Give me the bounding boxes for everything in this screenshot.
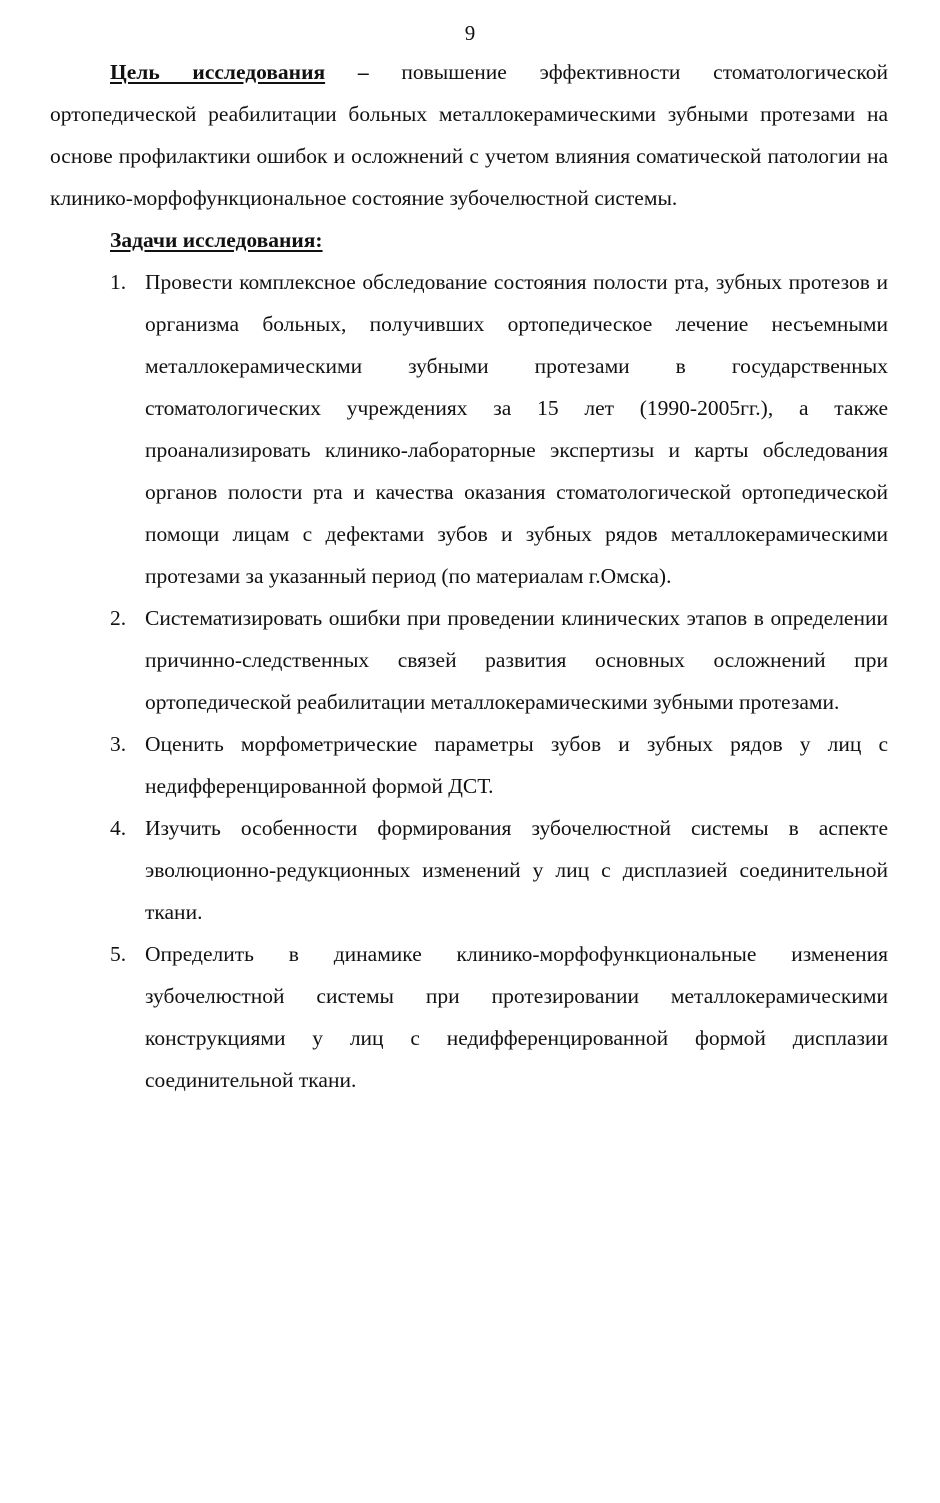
research-goal-paragraph xyxy=(50,51,888,219)
task-number: 1. xyxy=(110,270,127,294)
task-text: Оценить морфометрические параметры зубов и зубных рядов у лиц с недифференцированной формой ДСТ. xyxy=(145,732,888,798)
task-item-3 xyxy=(50,723,888,807)
task-text: Изучить особенности формирования зубочелюстной системы в аспекте эволюционно-редукционных изменений у лиц с дисплазией соединительной ткани. xyxy=(145,816,888,924)
task-number: 3. xyxy=(110,732,127,756)
task-number: 4. xyxy=(110,816,127,840)
task-text: Провести комплексное обследование состояния полости рта, зубных протезов и организма больных, получивших ортопедическое лечение несъемными металлокерамическими зубными протезами в государственных стоматологических учреждениях за 15 лет (1990-2005гг.), а также проанализировать клинико-лабораторные экспертизы и карты обследования органов полости рта и качества оказания стоматологической ортопедической помощи лицам с дефектами зубов и зубных рядов металлокерамическими протезами за указанный период (по материалам г.Омска). xyxy=(145,270,888,588)
research-goal-label: Цель исследования xyxy=(110,60,326,84)
research-goal-dash: – xyxy=(357,60,369,84)
research-goal-text: повышение эффективности стоматологической ортопедической реабилитации больных металлокерамическими зубными протезами на основе профилактики ошибок и осложнений с учетом влияния соматической патологии на клинико-морфофункциональное состояние зубочелюстной системы. xyxy=(50,60,889,210)
task-text: Систематизировать ошибки при проведении клинических этапов в определении причинно-следственных связей развития основных осложнений при ортопедической реабилитации металлокерамическими зубными протезами. xyxy=(145,606,888,714)
page-number: 9 xyxy=(464,21,476,45)
task-item-2 xyxy=(50,597,888,723)
task-number: 5. xyxy=(110,942,127,966)
task-number: 2. xyxy=(110,606,127,630)
research-tasks-list xyxy=(50,261,888,1101)
page-content xyxy=(50,51,888,1101)
task-text: Определить в динамике клинико-морфофункциональные изменения зубочелюстной системы при протезировании металлокерамическими конструкциями у лиц с недифференцированной формой дисплазии соединительной ткани. xyxy=(145,942,888,1092)
task-item-1 xyxy=(50,261,888,597)
task-item-5 xyxy=(50,933,888,1101)
task-item-4 xyxy=(50,807,888,933)
research-tasks-heading: Задачи исследования: xyxy=(110,228,323,252)
